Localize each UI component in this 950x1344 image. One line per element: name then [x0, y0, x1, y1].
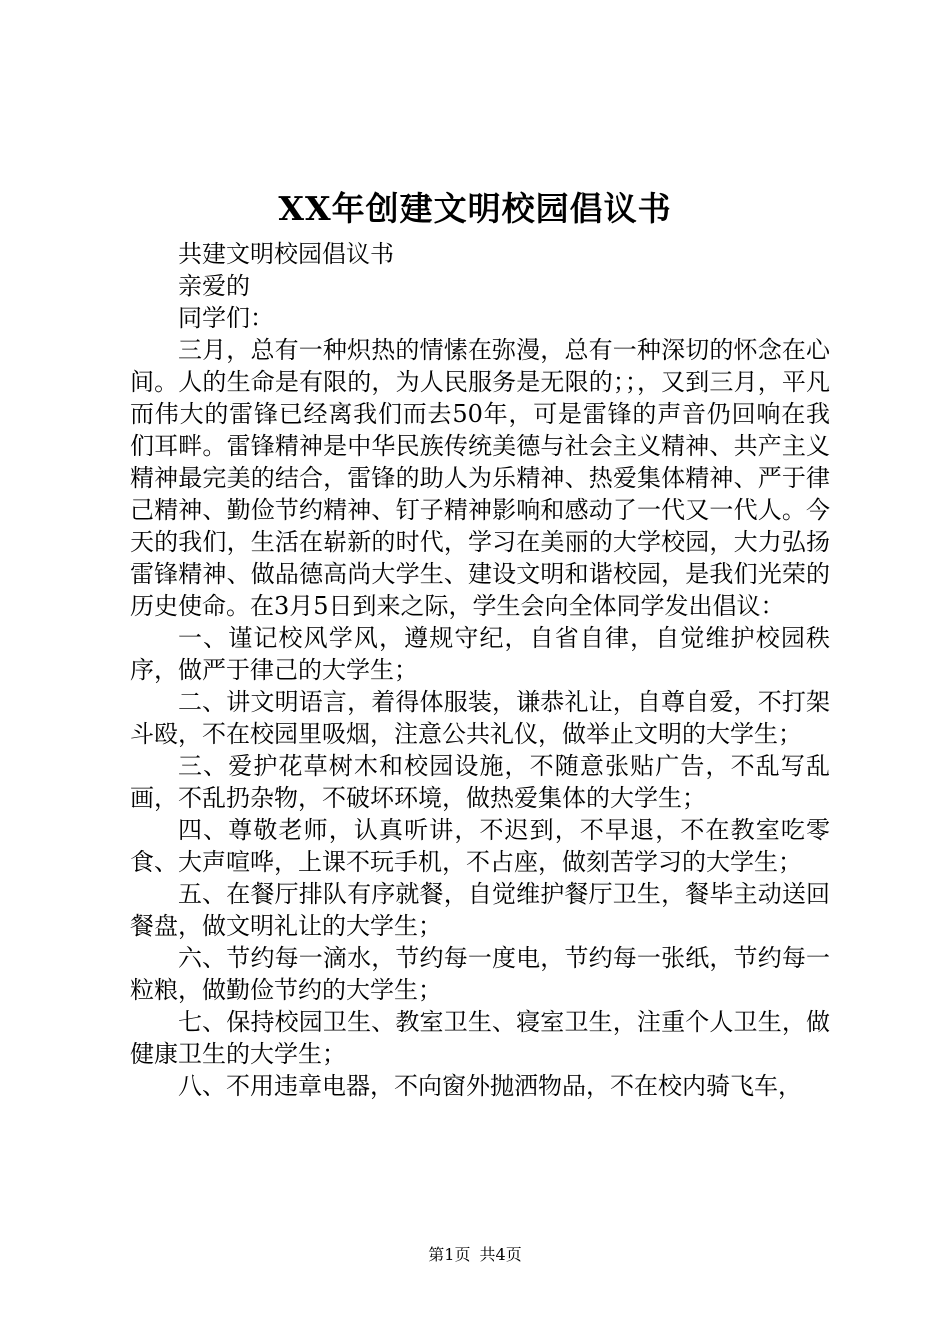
paragraph-intro: 三月，总有一种炽热的情愫在弥漫，总有一种深切的怀念在心间。人的生命是有限的，为人民服务是无限的；；，又到三月，平凡而伟大的雷锋已经离我们而去50年，可是雷锋的声音仍回响在我们耳畔。雷锋精神是中华民族传统美德与社会主义精神、共产主义精神最完美的结合，雷锋的助人为乐精神、热爱集体精神、严于律己精神、勤俭节约精神、钉子精神影响和感动了一代又一代人。今天的我们，生活在崭新的时代，学习在美丽的大学校园，大力弘扬雷锋精神、做品德高尚大学生、建设文明和谐校园，是我们光荣的历史使命。在3月5日到来之际，学生会向全体同学发出倡议：	[130, 336, 830, 620]
paragraph-item-8: 八、不用违章电器，不向窗外抛洒物品，不在校内骑飞车，	[178, 1072, 802, 1100]
paragraph-subtitle: 共建文明校园倡议书	[178, 240, 394, 268]
paragraph-salutation-1: 亲爱的	[178, 272, 250, 300]
paragraph-item-7: 七、保持校园卫生、教室卫生、寝室卫生，注重个人卫生，做健康卫生的大学生；	[130, 1008, 830, 1068]
page-number-current: 第1页	[428, 1245, 471, 1264]
page-number-total: 共4页	[479, 1245, 522, 1264]
document-title: XX年创建文明校园倡议书	[278, 189, 672, 228]
paragraph-item-3: 三、爱护花草树木和校园设施，不随意张贴广告，不乱写乱画，不乱扔杂物，不破坏环境，做热爱集体的大学生；	[130, 752, 830, 812]
document-body	[130, 238, 830, 1102]
paragraph-item-1: 一、谨记校风学风，遵规守纪，自省自律，自觉维护校园秩序，做严于律己的大学生；	[130, 624, 830, 684]
paragraph-item-5: 五、在餐厅排队有序就餐，自觉维护餐厅卫生，餐毕主动送回餐盘，做文明礼让的大学生；	[130, 880, 830, 940]
paragraph-salutation-2: 同学们：	[178, 304, 274, 332]
page-footer	[0, 1244, 950, 1266]
paragraph-item-6: 六、节约每一滴水，节约每一度电，节约每一张纸，节约每一粒粮，做勤俭节约的大学生；	[130, 944, 830, 1004]
paragraph-item-2: 二、讲文明语言，着得体服装，谦恭礼让，自尊自爱，不打架斗殴，不在校园里吸烟，注意公共礼仪，做举止文明的大学生；	[130, 688, 830, 748]
paragraph-item-4: 四、尊敬老师，认真听讲，不迟到，不早退，不在教室吃零食、大声喧哗，上课不玩手机，不占座，做刻苦学习的大学生；	[130, 816, 830, 876]
